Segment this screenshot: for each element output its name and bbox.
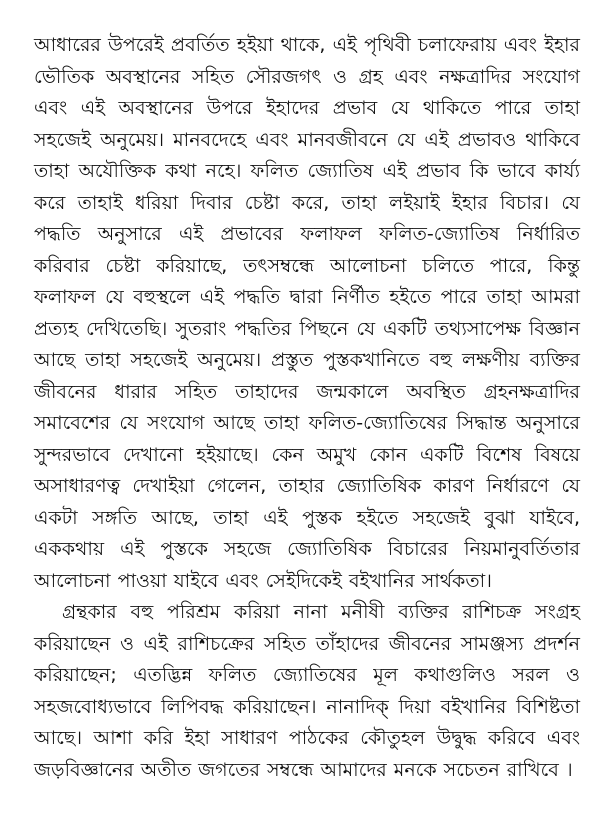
body-paragraph-1: আধারের উপরেই প্রবর্তিত হইয়া থাকে, এই পৃথিবী চলাফেরায় এবং ইহার ভৌতিক অবস্থানের সহিত সৌরজগৎ ও গ্রহ এবং নক্ষত্রাদির সংযোগ এবং এই অবস্থানের উপরে ইহাদের প্রভাব যে থাকিতে পারে তাহা সহজেই অনুমেয়। মানবদেহে এবং মানবজীবনে যে এই প্রভাবও থাকিবে তাহা অযৌক্তিক কথা নহে। ফলিত জ্যোতিষ এই প্রভাব কি ভাবে কার্য্য করে তাহাই ধরিয়া দিবার চেষ্টা করে, তাহা লইয়াই ইহার বিচার। যে পদ্ধতি অনুসারে এই প্রভাবের ফলাফল ফলিত-জ্যোতিষ নির্ধারিত করিবার চেষ্টা করিয়াছে, তৎসম্বন্ধে আলোচনা চলিতে পারে, কিন্তু ফলাফল যে বহুস্থলে এই পদ্ধতি দ্বারা নির্ণীত হইতে পারে তাহা আমরা প্রত্যহ দেখিতেছি। সুতরাং পদ্ধতির পিছনে যে একটি তথ্যসাপেক্ষ বিজ্ঞান আছে তাহা সহজেই অনুমেয়। প্রস্তুত পুস্তকখানিতে বহু লক্ষণীয় ব্যক্তির জীবনের ধারার সহিত তাহাদের জন্মকালে অবস্থিত গ্রহনক্ষত্রাদির সমাবেশের যে সংযোগ আছে তাহা ফলিত-জ্যোতিষের সিদ্ধান্ত অনুসারে সুন্দরভাবে দেখানো হইয়াছে। কেন অমুখ কোন একটি বিশেষ বিষয়ে অসাধারণত্ব দেখাইয়া গেলেন, তাহার জ্যোতিষিক কারণ নির্ধারণে যে একটা সঙ্গতি আছে, তাহা এই পুস্তক হইতে সহজেই বুঝা যাইবে, এককথায় এই পুস্তকে সহজে জ্যোতিষিক বিচারের নিয়মানুবর্তিতার আলোচনা পাওয়া যাইবে এবং সেইদিকেই বইখানির সার্থকতা। [34,34,580,592]
body-paragraph-2: গ্রন্থকার বহু পরিশ্রম করিয়া নানা মনীষী ব্যক্তির রাশিচক্র সংগ্রহ করিয়াছেন ও এই রাশিচক্রের সহিত তাঁহাদের জীবনের সামঞ্জস্য প্রদর্শন করিয়াছেন; এতদ্ভিন্ন ফলিত জ্যোতিষের মূল কথাগুলিও সরল ও সহজবোধ্যভাবে লিপিবদ্ধ করিয়াছেন। নানাদিক্ দিয়া বইখানির বিশিষ্টতা আছে। আশা করি ইহা সাধারণ পাঠকের কৌতুহল উদ্বুদ্ধ করিবে এবং জড়বিজ্ঞানের অতীত জগতের সম্বন্ধে আমাদের মনকে সচেতন রাখিবে । [34,601,580,781]
